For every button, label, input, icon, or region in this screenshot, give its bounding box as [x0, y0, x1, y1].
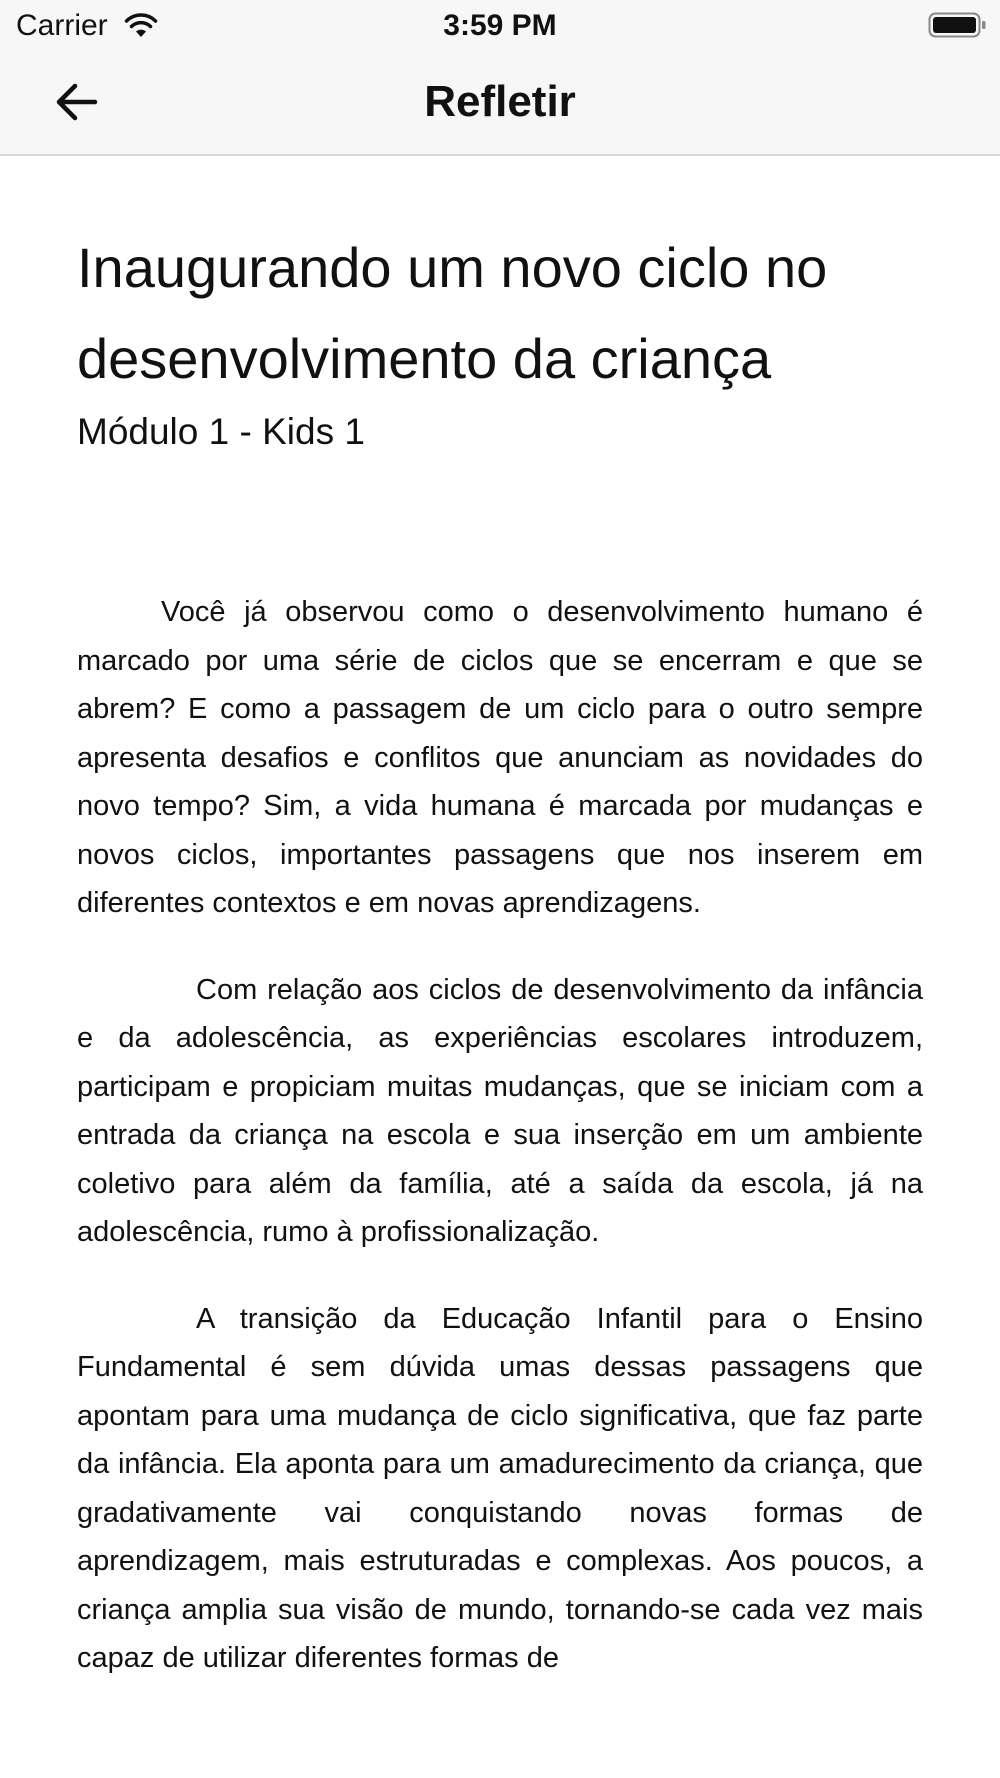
status-bar — [0, 0, 1000, 50]
article-paragraph: Você já observou como o desenvolvimento humano é marcado por uma série de ciclos que se encerram e que se abrem? E como a passagem de um ciclo para o outro sempre apresenta desafios e conflitos que anunciam as novidades do novo tempo? Sim, a vida humana é marcada por mudanças e novos ciclos, importantes passagens que nos inserem em diferentes contextos e em novas aprendizagens. — [77, 596, 923, 919]
battery-icon — [928, 10, 988, 40]
carrier-label: Carrier — [16, 9, 108, 42]
article-body — [77, 588, 923, 1683]
article-paragraph: Com relação aos ciclos de desenvolvimento da infância e da adolescência, as experiências escolares introduzem, participam e propiciam muitas mudanças, que se iniciam com a entrada da criança na escola e sua inserção em um ambiente coletivo para além da família, até a saída da escola, já na adolescência, rumo à profissionalização. — [77, 973, 923, 1248]
article-content[interactable] — [77, 156, 923, 1721]
article-subtitle: Módulo 1 - Kids 1 — [77, 411, 365, 452]
nav-title: Refletir — [424, 77, 576, 126]
navigation-bar — [0, 50, 1000, 156]
status-time: 3:59 PM — [443, 9, 557, 42]
article-title: Inaugurando um novo ciclo no desenvolvimento da criança — [77, 236, 828, 390]
article-paragraph: A transição da Educação Infantil para o Ensino Fundamental é sem dúvida umas dessas passagens que apontam para uma mudança de ciclo significativa, que faz parte da infância. Ela aponta para um amadurecimento da criança, que gradativamente vai conquistando novas formas de aprendizagem, mais estruturadas e complexas. Aos poucos, a criança amplia sua visão de mundo, tornando-se cada vez mais capaz de utilizar diferentes formas de — [77, 1302, 923, 1674]
